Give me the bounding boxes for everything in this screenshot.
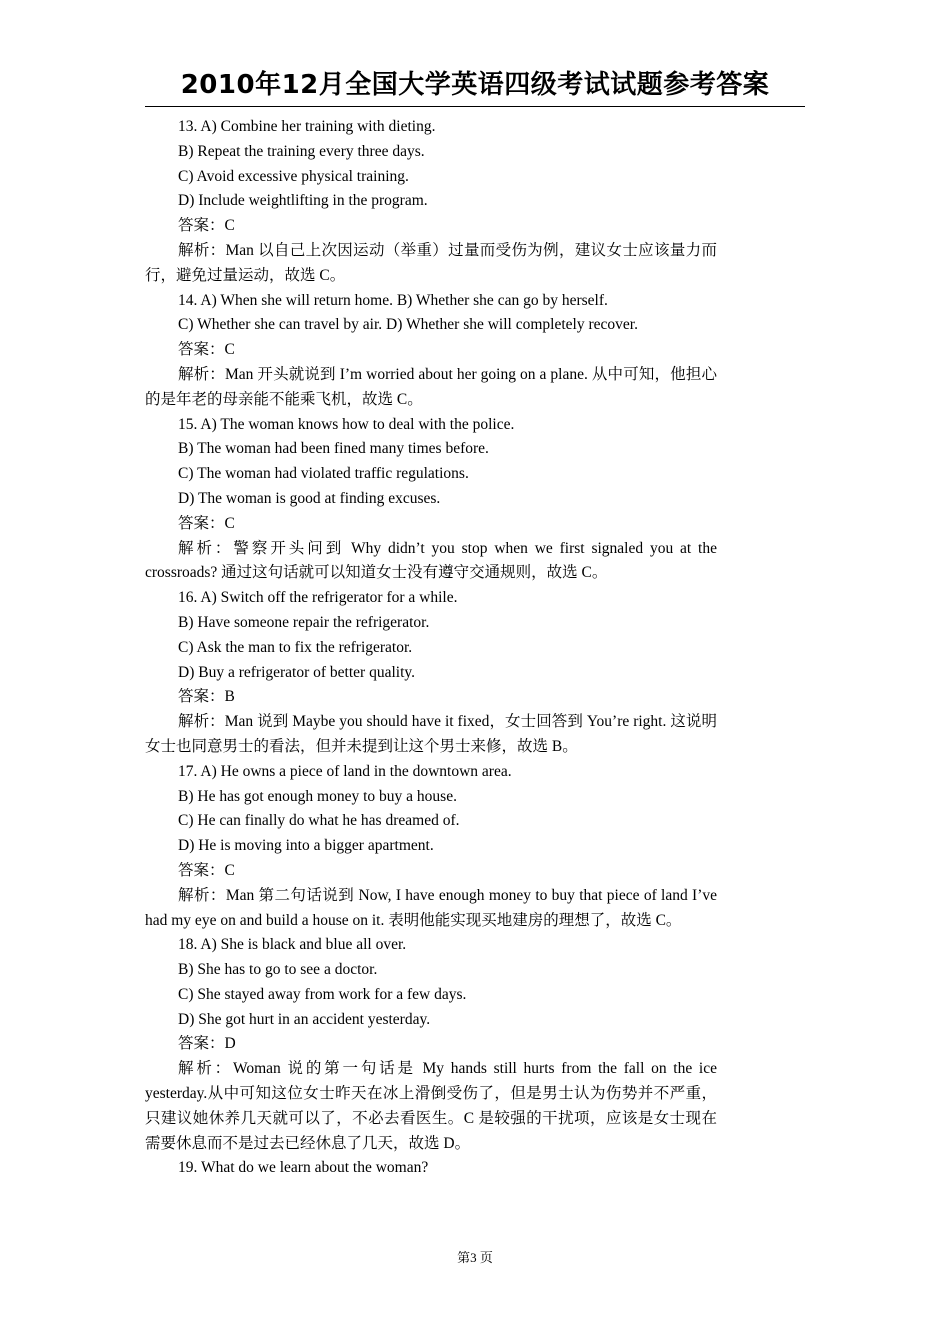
question-stem: 19. What do we learn about the woman? — [178, 1159, 429, 1177]
question-block — [145, 760, 717, 934]
option-line: D) The woman is good at finding excuses. — [178, 489, 441, 507]
answer-line: 答案：B — [178, 688, 235, 706]
option-line: 14. A) When she will return home. B) Whether she can go by herself. — [178, 291, 608, 309]
option-line: D) Buy a refrigerator of better quality. — [178, 663, 415, 681]
analysis-paragraph: 解析：Man 第二句话说到 Now, I have enough money to buy that piece of land I’ve had my eye on and build a house on it. 表明他能实现买地建房的理想了，故选 C。 — [145, 886, 717, 929]
option-line: B) The woman had been fined many times before. — [178, 440, 489, 458]
option-line: C) The woman had violated traffic regulations. — [178, 465, 469, 483]
analysis-paragraph: 解析：Man 说到 Maybe you should have it fixed，女士回答到 You’re right. 这说明女士也同意男士的看法，但并未提到让这个男士来修，故选 B。 — [145, 713, 717, 755]
title-rule — [145, 106, 805, 107]
option-line: C) Whether she can travel by air. D) Whether she will completely recover. — [178, 316, 638, 334]
option-line: B) He has got enough money to buy a house. — [178, 787, 457, 805]
analysis-paragraph: 解析：警察开头问到 Why didn’t you stop when we first signaled you at the crossroads? 通过这句话就可以知道女士没有遵守交通规则，故选 C。 — [145, 539, 717, 582]
question-block — [145, 933, 717, 1156]
option-line: C) She stayed away from work for a few days. — [178, 985, 467, 1003]
answer-line: 答案：D — [178, 1035, 236, 1053]
option-line: C) Ask the man to fix the refrigerator. — [178, 638, 413, 656]
option-line: 17. A) He owns a piece of land in the downtown area. — [178, 762, 512, 780]
question-block — [145, 586, 717, 760]
option-line: 13. A) Combine her training with dieting. — [178, 118, 436, 135]
option-line: 15. A) The woman knows how to deal with the police. — [178, 415, 515, 433]
analysis-paragraph: 解析：Man 以自己上次因运动（举重）过量而受伤为例，建议女士应该量力而行，避免过量运动，故选 C。 — [145, 241, 717, 284]
question-block — [145, 289, 717, 413]
answer-line: 答案：C — [178, 217, 235, 235]
analysis-paragraph: 解析：Man 开头就说到 I’m worried about her going on a plane. 从中可知，他担心的是年老的母亲能不能乘飞机，故选 C。 — [145, 365, 717, 408]
page-title: 2010年12月全国大学英语四级考试试题参考答案 — [180, 70, 770, 100]
option-line: D) She got hurt in an accident yesterday. — [178, 1010, 431, 1028]
option-line: B) She has to go to see a doctor. — [178, 961, 378, 979]
option-line: D) He is moving into a bigger apartment. — [178, 837, 434, 855]
option-line: 18. A) She is black and blue all over. — [178, 936, 407, 954]
answer-line: 答案：C — [178, 341, 235, 359]
question-block — [145, 413, 717, 587]
page-number: 第3 页 — [457, 1250, 493, 1265]
question-block — [145, 115, 717, 289]
option-line: C) He can finally do what he has dreamed of. — [178, 812, 460, 830]
option-line: B) Have someone repair the refrigerator. — [178, 613, 430, 631]
option-line: C) Avoid excessive physical training. — [178, 167, 409, 185]
answer-line: 答案：C — [178, 861, 235, 879]
option-line: 16. A) Switch off the refrigerator for a while. — [178, 589, 458, 607]
option-line: D) Include weightlifting in the program. — [178, 192, 428, 210]
answer-line: 答案：C — [178, 514, 235, 532]
analysis-paragraph: 解析：Woman 说的第一句话是 My hands still hurts from the fall on the ice yesterday.从中可知这位女士昨天在冰上滑倒受伤了，但是男士认为伤势并不严重，只建议她休养几天就可以了，不必去看医生。C 是较强的干扰项，应该是女士现在需要休息而不是过去已经休息了几天，故选 D。 — [145, 1060, 717, 1152]
option-line: B) Repeat the training every three days. — [178, 142, 425, 160]
document-body — [145, 115, 717, 1181]
